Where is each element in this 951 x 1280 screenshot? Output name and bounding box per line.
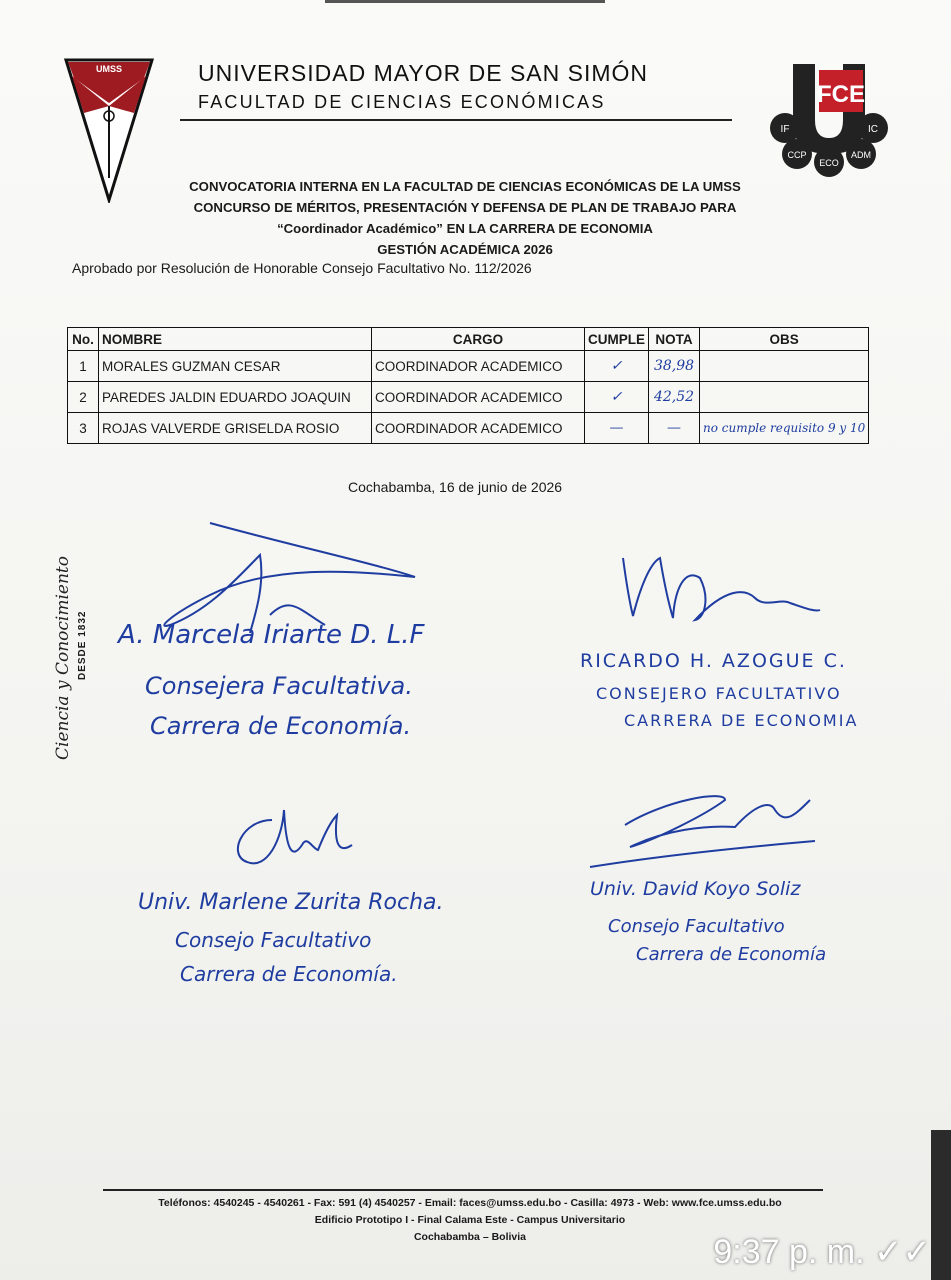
message-timestamp: 9:37 p. m. ✓✓ bbox=[713, 1233, 931, 1271]
stamp-motto: Ciencia y Conocimiento bbox=[53, 556, 73, 760]
footer-city: Cochabamba – Bolivia bbox=[413, 1231, 527, 1243]
row-nota: 42,52 bbox=[649, 382, 700, 413]
row-obs: no cumple requisito 9 y 10 bbox=[700, 413, 869, 444]
svg-text:IC: IC bbox=[868, 124, 878, 135]
header-rule bbox=[180, 119, 732, 121]
row-nombre: MORALES GUZMAN CESAR bbox=[99, 351, 372, 382]
signature-3-line-1: Univ. Marlene Zurita Rocha. bbox=[138, 890, 444, 915]
convocatoria-line-2: CONCURSO DE MÉRITOS, PRESENTACIÓN Y DEFENSA DE PLAN DE TRABAJO PARA bbox=[193, 200, 737, 215]
table-row bbox=[68, 351, 869, 382]
header-no: No. bbox=[68, 328, 99, 351]
row-nota: — bbox=[649, 413, 700, 444]
row-cargo: COORDINADOR ACADEMICO bbox=[372, 413, 585, 444]
table-row bbox=[68, 413, 869, 444]
row-nombre: ROJAS VALVERDE GRISELDA ROSIO bbox=[99, 413, 372, 444]
faculty-stamp bbox=[45, 520, 105, 760]
row-obs bbox=[700, 351, 869, 382]
document-date: Cochabamba, 16 de junio de 2026 bbox=[348, 479, 563, 495]
row-cumple: — bbox=[585, 413, 649, 444]
row-nombre: PAREDES JALDIN EDUARDO JOAQUIN bbox=[99, 382, 372, 413]
row-obs bbox=[700, 382, 869, 413]
fce-logo-text: FCE bbox=[817, 81, 865, 108]
row-no: 1 bbox=[68, 351, 99, 382]
double-check-icon: ✓✓ bbox=[874, 1233, 931, 1271]
stamp-since: DESDE 1832 bbox=[77, 610, 88, 680]
signature-1-line-2: Consejera Facultativa. bbox=[145, 672, 413, 700]
signature-4-line-2: Consejo Facultativo bbox=[608, 916, 785, 937]
svg-text:ECO: ECO bbox=[819, 158, 839, 168]
header-obs: OBS bbox=[700, 328, 869, 351]
signature-4-line-3: Carrera de Economía bbox=[636, 944, 827, 965]
signature-2-line-1: RICARDO H. AZOGUE C. bbox=[580, 650, 847, 672]
approval-resolution: Aprobado por Resolución de Honorable Consejo Facultativo No. 112/2026 bbox=[72, 260, 532, 276]
row-cumple: ✓ bbox=[585, 351, 649, 382]
signature-2-line-3: CARRERA DE ECONOMIA bbox=[624, 711, 859, 730]
university-title: UNIVERSIDAD MAYOR DE SAN SIMÓN bbox=[198, 60, 649, 86]
header-cumple: CUMPLE bbox=[585, 328, 649, 351]
table-row bbox=[68, 382, 869, 413]
row-no: 2 bbox=[68, 382, 99, 413]
signature-scribble-3 bbox=[222, 800, 382, 880]
svg-text:IF: IF bbox=[780, 124, 790, 135]
convocatoria-line-4: GESTIÓN ACADÉMICA 2026 bbox=[377, 242, 553, 257]
header-nombre: NOMBRE bbox=[99, 328, 372, 351]
fce-logo bbox=[765, 58, 893, 178]
signature-scribble-1 bbox=[150, 515, 430, 635]
umss-logo-text: UMSS bbox=[95, 64, 123, 74]
table-header-row bbox=[68, 328, 869, 351]
svg-text:ADM: ADM bbox=[851, 150, 871, 160]
signature-scribble-2 bbox=[615, 548, 825, 658]
signature-2-line-2: CONSEJERO FACULTATIVO bbox=[596, 684, 842, 703]
row-cumple: ✓ bbox=[585, 382, 649, 413]
footer-contact: Teléfonos: 4540245 - 4540261 - Fax: 591 (4) 4540257 - Email: faces@umss.edu.bo - Casilla: 4973 - Web: www.fce.umss.edu.bo bbox=[158, 1197, 782, 1209]
results-table bbox=[67, 327, 869, 444]
row-cargo: COORDINADOR ACADEMICO bbox=[372, 351, 585, 382]
faculty-title: FACULTAD DE CIENCIAS ECONÓMICAS bbox=[198, 92, 606, 112]
signature-scribble-4 bbox=[585, 785, 815, 880]
top-edge-rule bbox=[325, 0, 605, 3]
photo-edge-shadow bbox=[931, 1130, 951, 1280]
signature-3-line-3: Carrera de Economía. bbox=[180, 962, 398, 986]
footer-address: Edificio Prototipo I - Final Calama Este - Campus Universitario bbox=[314, 1214, 626, 1226]
convocatoria-line-1: CONVOCATORIA INTERNA EN LA FACULTAD DE CIENCIAS ECONÓMICAS DE LA UMSS bbox=[189, 179, 741, 194]
convocatoria-heading bbox=[100, 176, 830, 260]
row-no: 3 bbox=[68, 413, 99, 444]
footer-rule bbox=[103, 1189, 823, 1191]
convocatoria-line-3: “Coordinador Académico” EN LA CARRERA DE ECONOMIA bbox=[277, 221, 653, 236]
signature-1-line-3: Carrera de Economía. bbox=[150, 712, 412, 740]
header-nota: NOTA bbox=[649, 328, 700, 351]
row-nota: 38,98 bbox=[649, 351, 700, 382]
svg-text:CCP: CCP bbox=[787, 150, 807, 160]
signature-1-line-1: A. Marcela Iriarte D. L.F bbox=[118, 620, 425, 650]
signature-4-line-1: Univ. David Koyo Soliz bbox=[590, 878, 801, 900]
header-cargo: CARGO bbox=[372, 328, 585, 351]
signature-3-line-2: Consejo Facultativo bbox=[175, 928, 372, 952]
row-cargo: COORDINADOR ACADEMICO bbox=[372, 382, 585, 413]
